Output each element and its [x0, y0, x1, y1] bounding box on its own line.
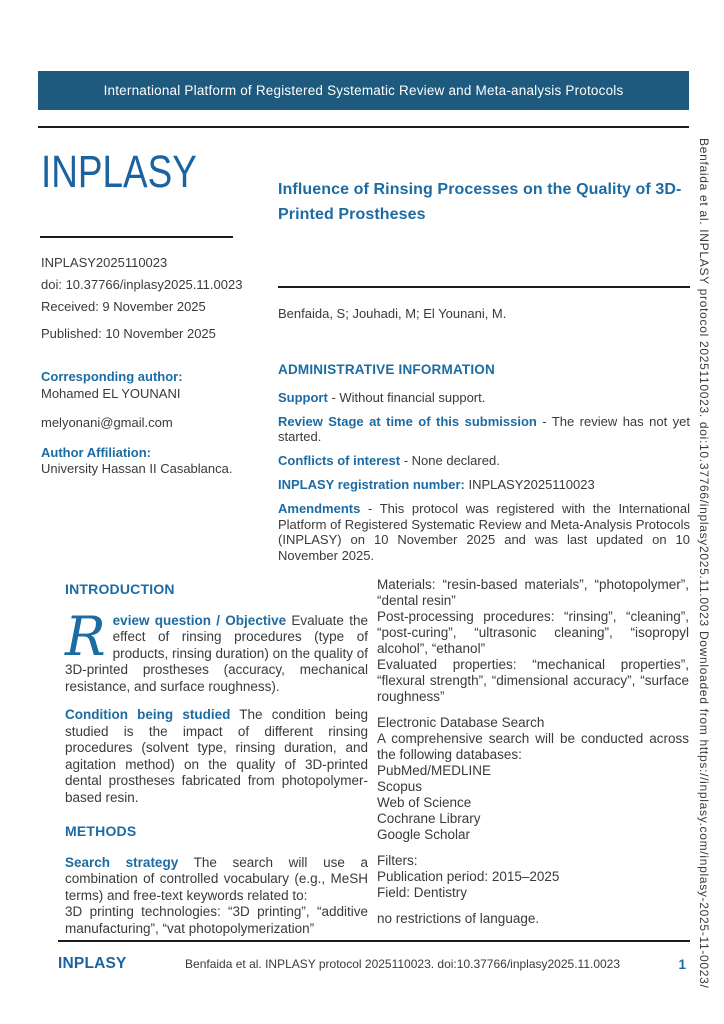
corresponding-author-name: Mohamed EL YOUNANI: [41, 386, 181, 401]
affiliation-text: University Hassan II Casablanca.: [41, 461, 233, 476]
footer: [58, 950, 690, 978]
filters-heading: Filters:: [377, 853, 418, 868]
author-email: melyonani@gmail.com: [41, 415, 173, 430]
spacer: [377, 901, 689, 911]
database-item: Scopus: [377, 779, 423, 794]
database-item: Google Scholar: [377, 827, 471, 842]
admin-item-amendments: [278, 501, 690, 563]
materials-line: Materials: “resin-based materials”, “photopolymer”, “dental resin”: [377, 577, 689, 608]
published-date: Published: 10 November 2025: [41, 326, 216, 341]
spacer: [377, 843, 689, 853]
admin-heading: ADMINISTRATIVE INFORMATION: [278, 362, 495, 377]
sidebar-vertical-citation: Benfaida et al. INPLASY protocol 2025110023. doi:10.37766/inplasy2025.11.0023 Downloaded from https://inplasy.com/inplasy-2025-11-0023/: [697, 138, 711, 989]
footer-citation: Benfaida et al. INPLASY protocol 2025110023. doi:10.37766/inplasy2025.11.0023: [185, 957, 621, 971]
methods-heading: METHODS: [65, 823, 137, 839]
condition-text: The condition being studied is the impact of different rinsing procedures (solvent type, rinsing duration, and agitation method) on the quality of 3D-printed dental prostheses fabricated from photopolymer-based resin.: [65, 707, 368, 805]
admin-support-text: - Without financial support.: [331, 389, 486, 405]
review-question-label: eview question / Objective: [112, 612, 287, 628]
doi-line: doi: 10.37766/inplasy2025.11.0023: [41, 277, 243, 292]
language-note: no restrictions of language.: [377, 911, 540, 926]
header-divider: [38, 126, 689, 128]
received-date: Received: 9 November 2025: [41, 299, 206, 314]
admin-item-conflicts: [278, 453, 690, 469]
search-strategy-keywords: 3D printing technologies: “3D printing”, “additive manufacturing”, “vat photopolymerization”: [65, 904, 368, 936]
evaluated-properties-line: Evaluated properties: “mechanical properties”, “flexural strength”, “dimensional accuracy”, “surface roughness”: [377, 657, 689, 704]
registration-id: INPLASY2025110023: [41, 255, 168, 270]
top-banner-text: International Platform of Registered Systematic Review and Meta-analysis Protocols: [103, 83, 624, 98]
admin-item-review-stage: [278, 414, 690, 445]
database-item: Cochrane Library: [377, 811, 481, 826]
admin-review-stage-label: Review Stage at time of this submission: [278, 413, 537, 429]
registration-meta: [41, 252, 273, 345]
condition-label: Condition being studied: [65, 707, 231, 722]
introduction-heading: INTRODUCTION: [65, 581, 175, 597]
footer-logo: INPLASY: [58, 955, 127, 972]
title-divider: [278, 286, 690, 288]
database-search-intro: A comprehensive search will be conducted across the following databases:: [377, 731, 689, 762]
search-strategy-label: Search strategy: [65, 854, 179, 870]
spacer: [377, 705, 689, 715]
admin-item-registration: [278, 477, 690, 493]
admin-conflicts-text: - None declared.: [403, 453, 500, 468]
review-question-text: Evaluate the effect of rinsing procedures (type of products, rinsing duration) on the quality of 3D-printed prostheses (accuracy, mechanical resistance, and surface roughness).: [65, 612, 368, 694]
search-strategy-text: The search will use a combination of controlled vocabulary (e.g., MeSH terms) and free-text keywords related to:: [65, 854, 368, 903]
search-strategy-paragraph: [65, 855, 368, 905]
admin-amendments-text: - This protocol was registered with the International Platform of Registered Systematic Review and Meta-Analysis Protocols (INPLASY) on 10 November 2025 and was last updated on 10 November 2025.: [278, 501, 690, 563]
admin-registration-label: INPLASY registration number:: [278, 477, 465, 492]
admin-item-support: [278, 390, 690, 406]
article-authors: Benfaida, S; Jouhadi, M; El Younani, M.: [278, 306, 507, 321]
filter-item: Publication period: 2015–2025: [377, 869, 560, 884]
admin-amendments-label: Amendments: [278, 501, 361, 516]
filter-item: Field: Dentistry: [377, 885, 468, 900]
review-question-paragraph: [65, 604, 368, 696]
admin-review-stage-text: - The review has not yet started.: [278, 413, 690, 444]
database-item: PubMed/MEDLINE: [377, 763, 492, 778]
logo-divider: [40, 236, 233, 238]
condition-paragraph: [65, 707, 368, 806]
post-processing-line: Post-processing procedures: “rinsing”, “cleaning”, “post-curing”, “ultrasonic cleaning”, “isopropyl alcohol”, “ethanol”: [377, 609, 689, 656]
admin-conflicts-label: Conflicts of interest: [278, 453, 401, 468]
contact-block: [41, 369, 273, 477]
article-title: Influence of Rinsing Processes on the Quality of 3D-Printed Prostheses: [278, 181, 682, 223]
database-item: Web of Science: [377, 795, 472, 810]
admin-registration-text: INPLASY2025110023: [468, 477, 595, 492]
top-banner: [38, 71, 689, 110]
footer-divider: [58, 940, 690, 942]
admin-support-label: Support: [278, 389, 328, 405]
body-right-column: [377, 577, 689, 927]
inplasy-logo: INPLASY: [41, 146, 197, 197]
footer-page-number: 1: [678, 956, 686, 972]
affiliation-label: Author Affiliation:: [41, 445, 151, 460]
dropcap-letter: R: [65, 604, 106, 668]
database-search-heading: Electronic Database Search: [377, 715, 545, 730]
corresponding-author-label: Corresponding author:: [41, 369, 183, 384]
administrative-information: [278, 362, 690, 572]
body-left-column: [65, 581, 368, 937]
